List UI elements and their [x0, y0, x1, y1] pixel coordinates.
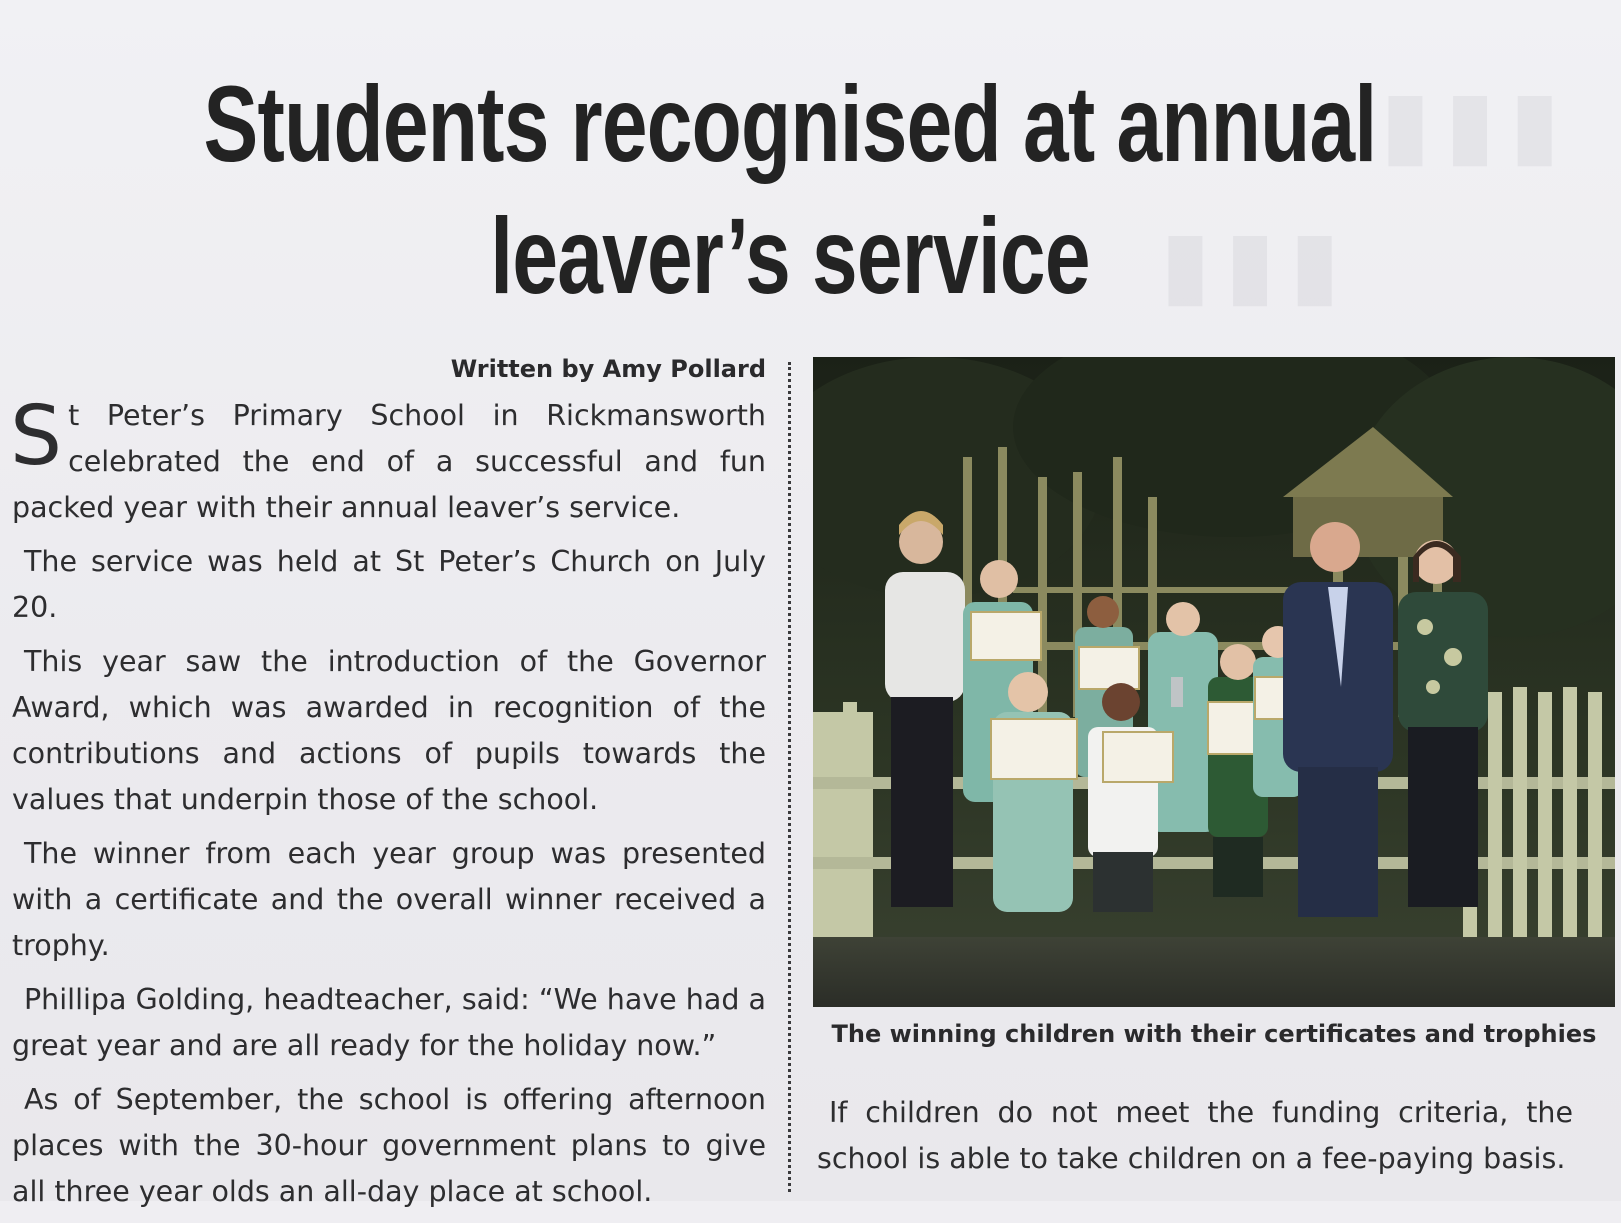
article-paragraph: The winner from each year group was presented with a certificate and the overall winner received a trophy. — [12, 837, 766, 962]
teacher-right — [1398, 540, 1488, 907]
article-left-column — [12, 355, 766, 1223]
ground — [813, 937, 1615, 1007]
article-headline: Students recognised at annual leaver’s service — [203, 63, 1377, 316]
photo-caption: The winning children with their certificates and trophies — [831, 1020, 1597, 1048]
article-paragraph — [10, 389, 766, 531]
article-right-paragraph: If children do not meet the funding criteria, the school is able to take children on a fee-paying basis. — [817, 1096, 1573, 1175]
bleed-through-text: ▮▮▮ — [1160, 210, 1354, 317]
article-paragraph: As of September, the school is offering afternoon places with the 30-hour government plans to give all three year olds an all-day place at school. — [12, 1083, 766, 1208]
article-paragraph-text: t Peter’s Primary School in Rickmansworth celebrated the end of a successful and fun packed year with their annual leaver’s service. — [12, 399, 766, 524]
article-paragraph: This year saw the introduction of the Governor Award, which was awarded in recognition of the contributions and actions of pupils towards the values that underpin those of the school. — [12, 645, 766, 816]
article-photo — [813, 357, 1615, 1007]
photo-illustration — [813, 357, 1615, 1007]
article-paragraph: Phillipa Golding, headteacher, said: “We have had a great year and are all ready for the holiday now.” — [12, 983, 766, 1062]
drop-cap: S — [10, 389, 63, 484]
bleed-through-text: ▮▮▮ — [1380, 70, 1574, 177]
article-byline: Written by Amy Pollard — [450, 355, 766, 383]
article-paragraph: The service was held at St Peter’s Church on July 20. — [12, 545, 766, 624]
column-divider — [788, 362, 791, 1192]
